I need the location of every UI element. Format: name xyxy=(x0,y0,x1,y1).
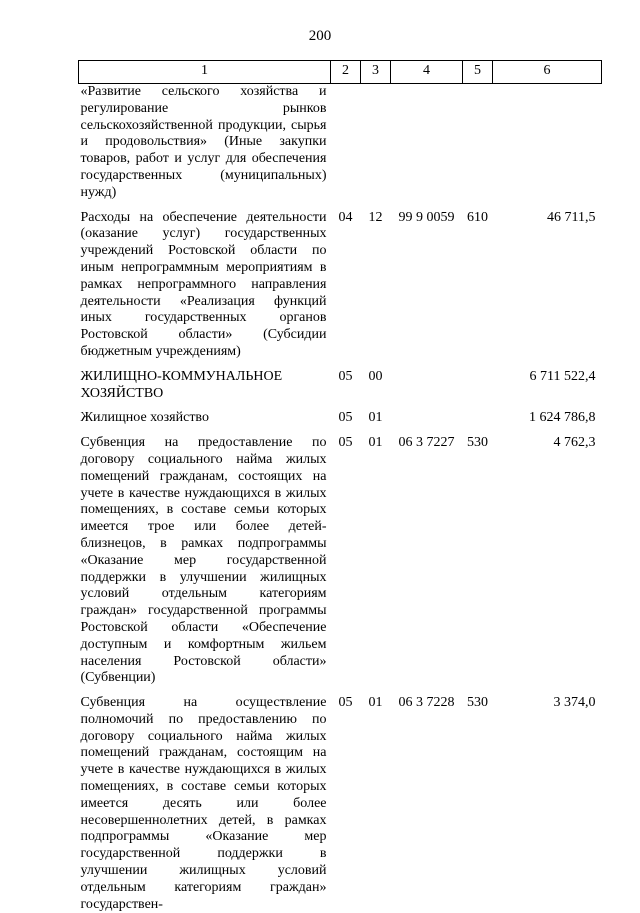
row-description: Субвенция на осуществление полномочий по предоставлению по договору социального найма жилых помещений гражданам, состоящим на учете в качестве нуждающихся в жилых помещениях, в составе семьи которых имеется десять или более несовершеннолетних детей, в рамках подпрограммы «Оказание мер государственной поддержки в улучшении жилищных условий отдельным категориям граждан» государствен- xyxy=(79,687,331,913)
row-description: «Развитие сельского хозяйства и регулирование рынков сельскохозяйственной продукции, сырья и продовольствия» (Иные закупки товаров, работ и услуг для обеспечения государственных (муниципальных) нужд) xyxy=(79,84,331,202)
table-row xyxy=(79,687,602,913)
header-col-4: 4 xyxy=(391,61,463,84)
table-row xyxy=(79,202,602,361)
row-target-code xyxy=(391,402,463,427)
header-col-3: 3 xyxy=(361,61,391,84)
table-row xyxy=(79,361,602,403)
row-subsection: 01 xyxy=(361,687,391,913)
row-description: ЖИЛИЩНО-КОММУНАЛЬНОЕ ХОЗЯЙСТВО xyxy=(79,361,331,403)
row-section: 05 xyxy=(331,361,361,403)
row-target-code: 06 3 7228 xyxy=(391,687,463,913)
row-expense-type xyxy=(463,361,493,403)
table-header xyxy=(79,61,602,84)
row-subsection: 12 xyxy=(361,202,391,361)
row-expense-type xyxy=(463,84,493,202)
row-expense-type: 610 xyxy=(463,202,493,361)
header-row xyxy=(79,61,602,84)
row-section xyxy=(331,84,361,202)
table-row xyxy=(79,402,602,427)
row-expense-type: 530 xyxy=(463,427,493,687)
row-target-code xyxy=(391,361,463,403)
row-amount: 3 374,0 xyxy=(493,687,602,913)
table-row xyxy=(79,427,602,687)
row-amount: 6 711 522,4 xyxy=(493,361,602,403)
table-body xyxy=(79,84,602,913)
budget-table xyxy=(78,60,602,913)
row-section: 04 xyxy=(331,202,361,361)
row-subsection: 01 xyxy=(361,402,391,427)
row-description: Расходы на обеспечение деятельности (оказание услуг) государственных учреждений Ростовской области по иным непрограммным мероприятиям в рамках непрограммного направления деятельности «Реализация функций иных государственных органов Ростовской области» (Субсидии бюджетным учреждениям) xyxy=(79,202,331,361)
row-amount: 4 762,3 xyxy=(493,427,602,687)
row-amount: 46 711,5 xyxy=(493,202,602,361)
row-section: 05 xyxy=(331,687,361,913)
row-amount: 1 624 786,8 xyxy=(493,402,602,427)
row-section: 05 xyxy=(331,427,361,687)
page-number: 200 xyxy=(0,27,640,45)
row-subsection xyxy=(361,84,391,202)
row-section: 05 xyxy=(331,402,361,427)
row-subsection: 00 xyxy=(361,361,391,403)
row-description: Субвенция на предоставление по договору социального найма жилых помещений гражданам, состоящих на учете в качестве нуждающихся в жилых помещениях, в составе семьи которых имеется трое или более детей-близнецов, в рамках подпрограммы «Оказание мер государственной поддержки в улучшении жилищных условий отдельным категориям граждан» государственной программы Ростовской области «Обеспечение доступным и комфортным жильем населения Ростовской области» (Субвенции) xyxy=(79,427,331,687)
row-subsection: 01 xyxy=(361,427,391,687)
header-col-5: 5 xyxy=(463,61,493,84)
row-expense-type xyxy=(463,402,493,427)
row-target-code: 99 9 0059 xyxy=(391,202,463,361)
row-amount xyxy=(493,84,602,202)
row-target-code xyxy=(391,84,463,202)
row-description: Жилищное хозяйство xyxy=(79,402,331,427)
header-col-2: 2 xyxy=(331,61,361,84)
row-expense-type: 530 xyxy=(463,687,493,913)
table-row xyxy=(79,84,602,202)
row-target-code: 06 3 7227 xyxy=(391,427,463,687)
header-col-6: 6 xyxy=(493,61,602,84)
header-col-1: 1 xyxy=(79,61,331,84)
